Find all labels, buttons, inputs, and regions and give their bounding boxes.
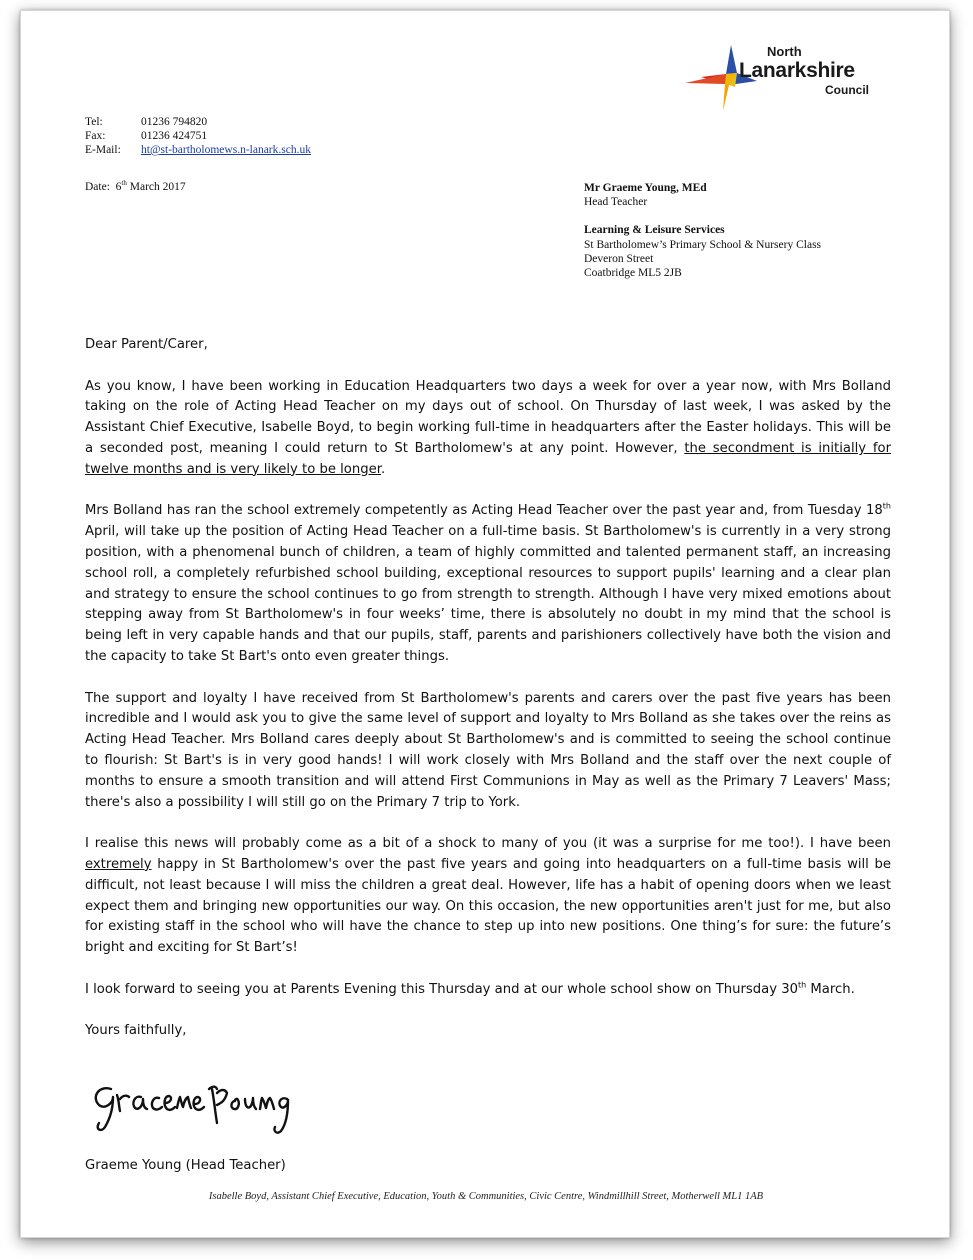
signatory-name: Graeme Young (Head Teacher) [85,1158,286,1173]
logo-line-north: North [767,44,802,59]
tel-label: Tel: [85,116,103,128]
paragraph-3: The support and loyalty I have received from St Bartholomew's parents and carers over the past five years has been incredible and I would ask you to give the same level of support and loyalty to Mrs Bolland as she takes over the reins as Acting Head Teacher. Mrs Bolland cares deeply about St Bartholomew's and is committed to seeing the school continue to flourish: St Bart's is in very good hands! I will work closely with Mrs Bolland and the staff over the next couple of months to ensure a smooth transition and will attend First Communions in May as well as the Primary 7 Leavers' Mass; there's also a possibility I will still go on the Primary 7 trip to York. [85,690,891,810]
logo-line-council: Council [825,83,869,97]
email-label: E-Mail: [85,144,121,156]
letter-page [20,10,950,1238]
council-logo [681,43,901,113]
sender-department: Learning & Leisure Services [584,224,725,237]
paragraph-5: I look forward to seeing you at Parents Evening this Thursday and at our whole school show on Thursday 30th March. [85,980,855,997]
sender-street: Deveron Street [584,252,654,265]
paragraph-1: As you know, I have been working in Education Headquarters two days a week for over a year now, with Mrs Bolland taking on the role of Acting Head Teacher on my days out of school. On Thursday of last week, I was asked by the Assistant Chief Executive, Isabelle Boyd, to begin working full-time in headquarters after the Easter holidays. This will be a seconded post, meaning I could return to St Bartholomew's at any point. However, the secondment is initially for twelve months and is very likely to be longer. [85,378,891,477]
sender-block [584,181,821,280]
fax-row [85,129,311,143]
sender-name: Mr Graeme Young, MEd [584,182,707,194]
date-day: 6 [115,181,122,193]
paragraph-4: I realise this news will probably come as a bit of a shock to many of you (it was a surprise for me too!). I have been extremely happy in St Bartholomew's over the past five years and going into headquarters on a full-time basis will be difficult, not least because I will miss the children a great deal. However, life has a habit of opening doors when we least expect them and bringing new opportunities our way. On this occasion, the new opportunities aren't just for me, but also for existing staff in the school who will have the chance to step up into new positions. One thing’s for sure: the future’s bright and exciting for St Bart’s! [85,836,891,956]
closing: Yours faithfully, [85,1023,187,1039]
email-row [85,143,311,157]
date-label: Date: [85,181,110,193]
greeting: Dear Parent/Carer, [85,337,208,352]
date-suffix: th [121,179,127,188]
paragraph-2: Mrs Bolland has ran the school extremely competently as Acting Head Teacher over the past year and, from Tuesday 18th April, will take up the position of Acting Head Teacher on a full-time basis. St Bartholomew's is currently in a very strong position, with a phenomenal bunch of children, a team of highly committed and talented permanent staff, an increasing school roll, a completely refurbished school building, exceptional resources to support pupils' learning and a clear plan and strategy to ensure the school continues to go from strength to strength. Although I have very mixed emotions about stepping away from St Bartholomew's in four weeks’ time, there is absolutely no doubt in my mind that the school is being left in very capable hands and that our pupils, staff, parents and parishioners collectively have both the vision and the capacity to take St Bart's onto even greater things. [85,501,891,664]
underlined-extremely: extremely [85,856,152,872]
logo-line-lanarkshire: Lanarkshire [739,59,855,82]
date-rest: March 2017 [129,181,186,193]
tel-row [85,115,311,129]
underlined-secondment: the secondment is initially for twelve months and is very likely to be longer [85,440,891,477]
tel-value: 01236 794820 [141,116,208,128]
sender-role: Head Teacher [584,196,648,209]
email-link[interactable]: ht@st-bartholomews.n-lanark.sch.uk [141,144,311,156]
fax-label: Fax: [85,130,106,142]
letter-date [85,181,186,193]
handwritten-signature [85,1067,295,1139]
sender-town: Coatbridge ML5 2JB [584,267,682,280]
fax-value: 01236 424751 [141,130,208,142]
footer-address: Isabelle Boyd, Assistant Chief Executive, Education, Youth & Communities, Civic Centre, Windmillhill Street, Motherwell ML1 1AB [208,1191,764,1202]
letter-body [85,335,891,1063]
contact-details [85,115,311,157]
sender-school: St Bartholomew’s Primary School & Nursery Class [584,238,822,251]
